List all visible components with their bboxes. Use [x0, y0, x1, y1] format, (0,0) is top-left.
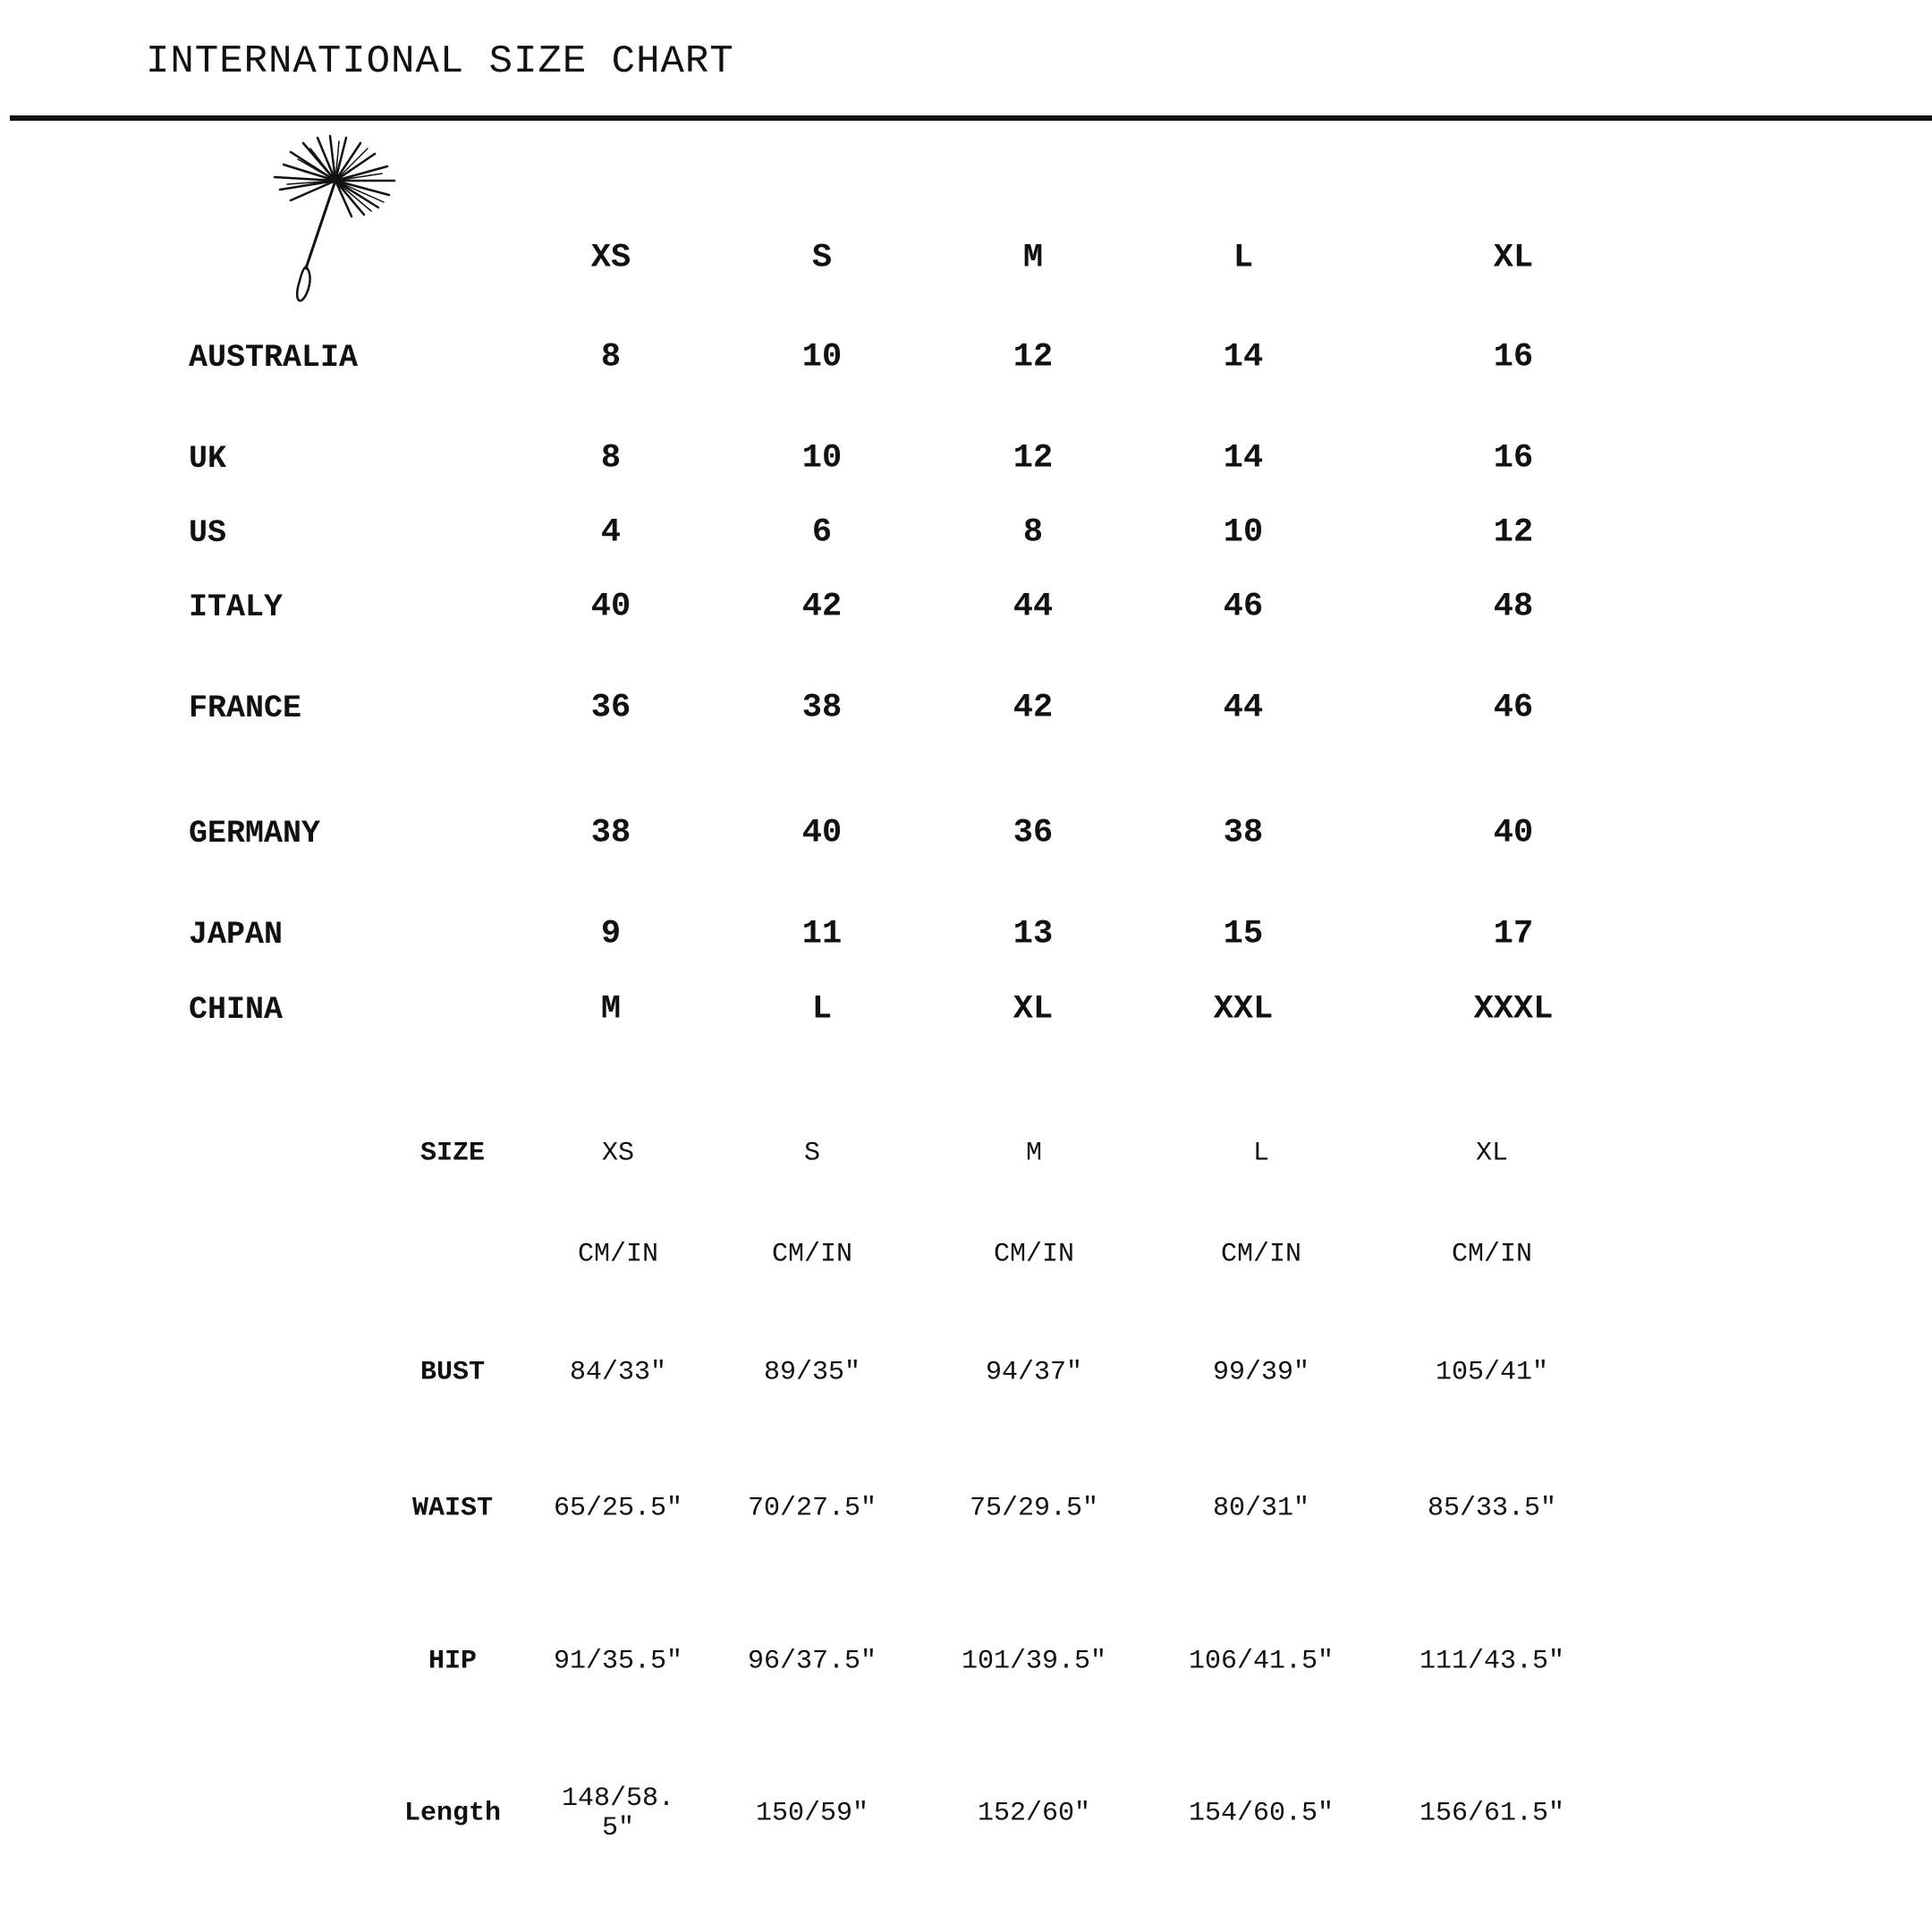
size-header: XS	[601, 1138, 635, 1169]
size-value: 8	[1022, 513, 1044, 552]
size-value: 38	[1223, 814, 1264, 852]
size-value: 10	[801, 439, 843, 478]
size-value: 42	[1013, 689, 1054, 727]
measurement-value: 156/61.5"	[1419, 1798, 1565, 1829]
measurement-value: 106/41.5"	[1188, 1646, 1335, 1677]
measurement-value: 99/39"	[1212, 1357, 1310, 1388]
measurement-value: 89/35"	[763, 1357, 861, 1388]
size-value: 38	[801, 689, 843, 727]
measurement-value: 85/33.5"	[1427, 1493, 1557, 1524]
country-label: ITALY	[189, 589, 284, 625]
size-value: 16	[1493, 338, 1534, 377]
size-header: L	[1233, 239, 1254, 277]
size-header: XL	[1475, 1138, 1509, 1169]
size-header: S	[803, 1138, 821, 1169]
country-label: JAPAN	[189, 917, 284, 953]
size-value: XXL	[1213, 990, 1274, 1029]
size-header: M	[1025, 1138, 1043, 1169]
measurement-label: BUST	[419, 1357, 486, 1388]
measurement-value: 148/58.5"	[561, 1784, 675, 1843]
size-header: S	[811, 239, 833, 277]
measurement-value: 96/37.5"	[747, 1646, 877, 1677]
page-title: INTERNATIONAL SIZE CHART	[146, 39, 734, 84]
measurement-value: 80/31"	[1212, 1493, 1310, 1524]
size-value: 40	[801, 814, 843, 852]
size-value: 14	[1223, 338, 1264, 377]
size-value: 17	[1493, 915, 1534, 953]
size-value: 12	[1493, 513, 1534, 552]
size-value: 10	[801, 338, 843, 377]
measurement-value: 154/60.5"	[1188, 1798, 1335, 1829]
dandelion-seed-icon	[264, 134, 407, 304]
measurement-value: 84/33"	[569, 1357, 667, 1388]
country-label: US	[189, 515, 227, 551]
size-header: L	[1252, 1138, 1270, 1169]
size-value: 38	[590, 814, 631, 852]
measurement-label: Length	[403, 1798, 502, 1829]
size-value: 46	[1493, 689, 1534, 727]
size-value: 4	[600, 513, 622, 552]
unit-header: CM/IN	[993, 1239, 1075, 1270]
unit-header: CM/IN	[1220, 1239, 1302, 1270]
title-divider	[10, 115, 1932, 121]
size-value: 44	[1223, 689, 1264, 727]
measurement-value: 65/25.5"	[553, 1493, 683, 1524]
measurement-value: 150/59"	[755, 1798, 869, 1829]
size-value: 42	[801, 588, 843, 626]
size-header: XS	[590, 239, 631, 277]
size-value: 16	[1493, 439, 1534, 478]
size-value: 9	[600, 915, 622, 953]
size-value: 46	[1223, 588, 1264, 626]
size-value: 40	[590, 588, 631, 626]
country-label: CHINA	[189, 992, 284, 1028]
unit-header: CM/IN	[771, 1239, 853, 1270]
size-value: 36	[590, 689, 631, 727]
country-label: AUSTRALIA	[189, 340, 359, 376]
size-value: 15	[1223, 915, 1264, 953]
country-label: FRANCE	[189, 691, 302, 726]
size-value: XL	[1013, 990, 1054, 1029]
measurement-value: 91/35.5"	[553, 1646, 683, 1677]
size-value: M	[600, 990, 622, 1029]
size-value: 8	[600, 338, 622, 377]
size-value: 44	[1013, 588, 1054, 626]
size-value: 14	[1223, 439, 1264, 478]
country-label: GERMANY	[189, 816, 321, 852]
size-value: 13	[1013, 915, 1054, 953]
measurement-value: 94/37"	[985, 1357, 1083, 1388]
unit-header: CM/IN	[577, 1239, 659, 1270]
measurement-value: 152/60"	[977, 1798, 1091, 1829]
size-value: 8	[600, 439, 622, 478]
size-value: 12	[1013, 439, 1054, 478]
measurement-value: 75/29.5"	[969, 1493, 1099, 1524]
size-value: 11	[801, 915, 843, 953]
measurement-value: 101/39.5"	[961, 1646, 1107, 1677]
size-value: 6	[811, 513, 833, 552]
size-value: 48	[1493, 588, 1534, 626]
size-header: XL	[1493, 239, 1534, 277]
size-value: L	[811, 990, 833, 1029]
size-value: 12	[1013, 338, 1054, 377]
unit-header: CM/IN	[1451, 1239, 1533, 1270]
measurement-value: 111/43.5"	[1419, 1646, 1565, 1677]
measurement-value: 70/27.5"	[747, 1493, 877, 1524]
size-header: M	[1022, 239, 1044, 277]
measurement-label: WAIST	[411, 1493, 494, 1524]
size-value: 36	[1013, 814, 1054, 852]
size-row-label: SIZE	[419, 1138, 486, 1169]
size-value: 40	[1493, 814, 1534, 852]
measurement-value: 105/41"	[1435, 1357, 1549, 1388]
measurement-label: HIP	[428, 1646, 478, 1677]
size-value: XXXL	[1473, 990, 1554, 1029]
size-value: 10	[1223, 513, 1264, 552]
country-label: UK	[189, 441, 227, 477]
